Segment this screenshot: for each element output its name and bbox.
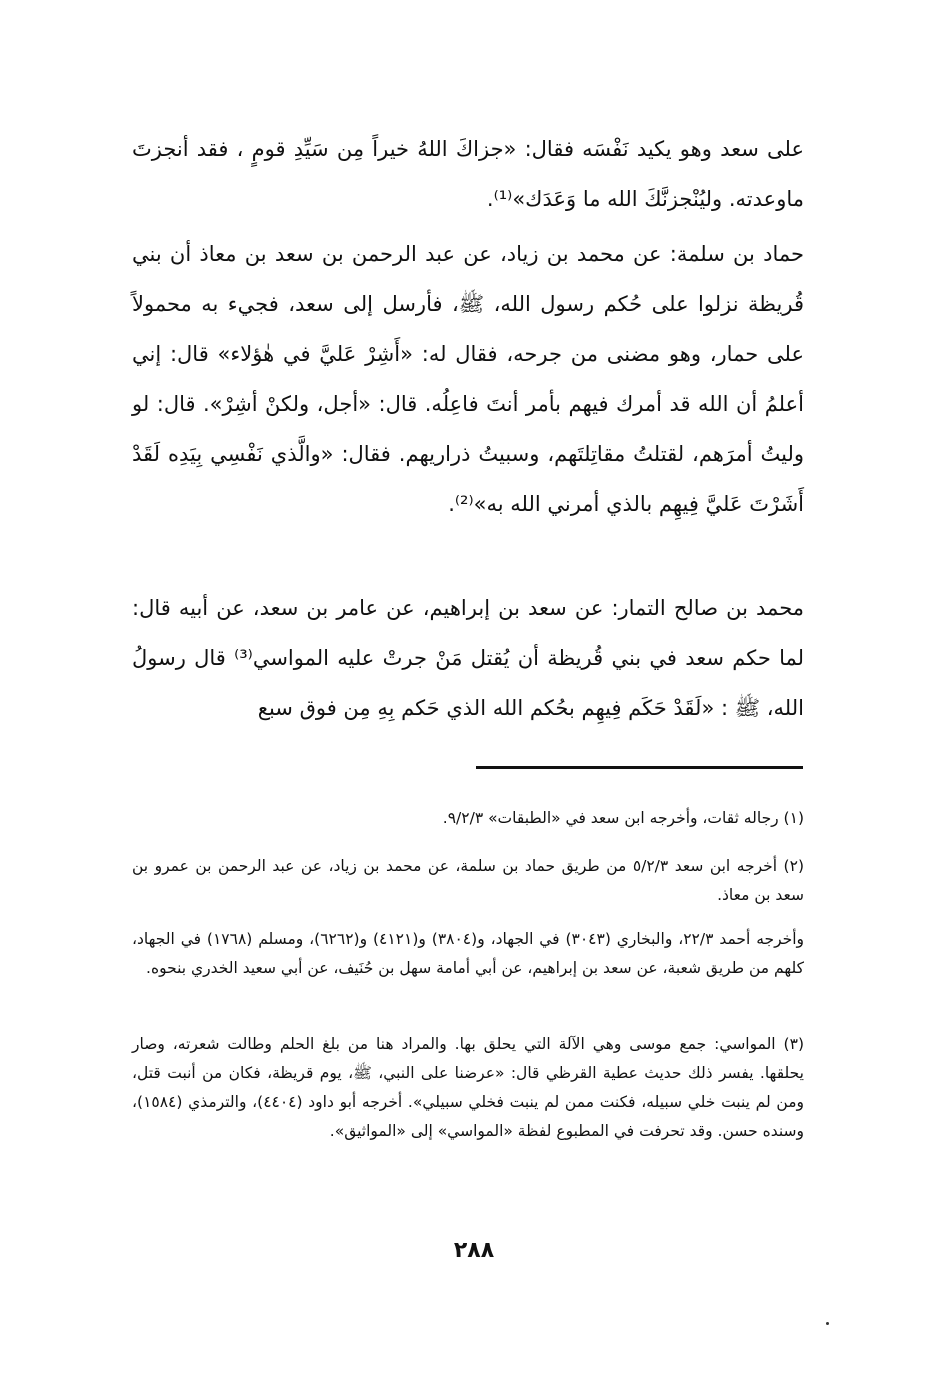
footnote-2-continued: وأخرجه أحمد ٢٢/٣، والبخاري (٣٠٤٣) في الجهاد، و(٣٨٠٤) و(٤١٢١) و(٦٢٦٢)، ومسلم (١٧٦٨) في الجهاد، كلهم من طريق شعبة، عن سعد بن إبراهيم، عن أبي أمامة سهل بن حُنَيف، عن أبي سعيد الخدري بنحوه. [132,930,805,977]
footnote-1: (١) رجاله ثقات، وأخرجه ابن سعد في «الطبقات» ٩/٢/٣. [442,809,804,827]
footnote-divider [476,766,803,769]
scan-speck [826,1322,829,1325]
footnote-3: (٣) المواسي: جمع موسى وهي الآلة التي يحلق بها. والمراد هنا من بلغ الحلم وطالت شعرته، وصار يحلقها. يفسر ذلك حديث عطية القرظي قال: «عرضنا على النبي، ﷺ، يوم قريظة، فكان من أنبت قتل، ومن لم ينبت خلي سبيله، فكنت ممن لم ينبت فخلي سبيلي». أخرجه أبو داود (٤٤٠٤)، والترمذي (١٥٨٤)، وسنده حسن. وقد تحرفت في المطبوع لفظة «المواسي» إلى «المواثيق». [132,1035,805,1140]
footnote-2: (٢) أخرجه ابن سعد ٥/٢/٣ من طريق حماد بن سلمة، عن محمد بن زياد، عن عبد الرحمن بن عمرو بن سعد بن معاذ. [132,857,804,904]
page-number: ٢٨٨ [453,1238,495,1263]
body-paragraph-2: حماد بن سلمة: عن محمد بن زياد، عن عبد الرحمن بن سعد بن معاذ أن بني قُريظة نزلوا على حُكم رسول الله، ﷺ، فأرسل إلى سعد، فجيء به محمولاً على حمار، وهو مضنى من جرحه، فقال له: «أَشِرْ عَليَّ في هٰؤلاء» قال: إني أعلمُ أن الله قد أمرك فيهم بأمر أنتَ فاعِلُه. قال: «أجل، ولكنْ أشِرْ». قال: لو وليتُ أمرَهم، لقتلتُ مقاتِلتَهم، وسبيتُ ذراريهم. فقال: «والَّذي نَفْسِي بِيَدِه لَقَدْ أَشَرْتَ عَليَّ فِيهِم بالذي أمرني الله به»⁽²⁾. [132,242,804,516]
body-paragraph-3: محمد بن صالح التمار: عن سعد بن إبراهيم، عن عامر بن سعد، عن أبيه قال: لما حكم سعد في بني قُريظة أن يُقتل مَنْ جرتْ عليه المواسي⁽³⁾ قال رسولُ الله، ﷺ : «لَقَدْ حَكَم فِيهِم بحُكم الله الذي حَكم بِهِ مِن فوق سبع [132,596,805,720]
body-paragraph-1: على سعد وهو يكيد نَفْسَه فقال: «جزاكَ اللهُ خيراً مِن سَيِّدِ قومٍ ، فقد أنجزتَ ماوعدته. وليُنْجزنَّكَ الله ما وَعَدَك»⁽¹⁾. [132,137,804,211]
